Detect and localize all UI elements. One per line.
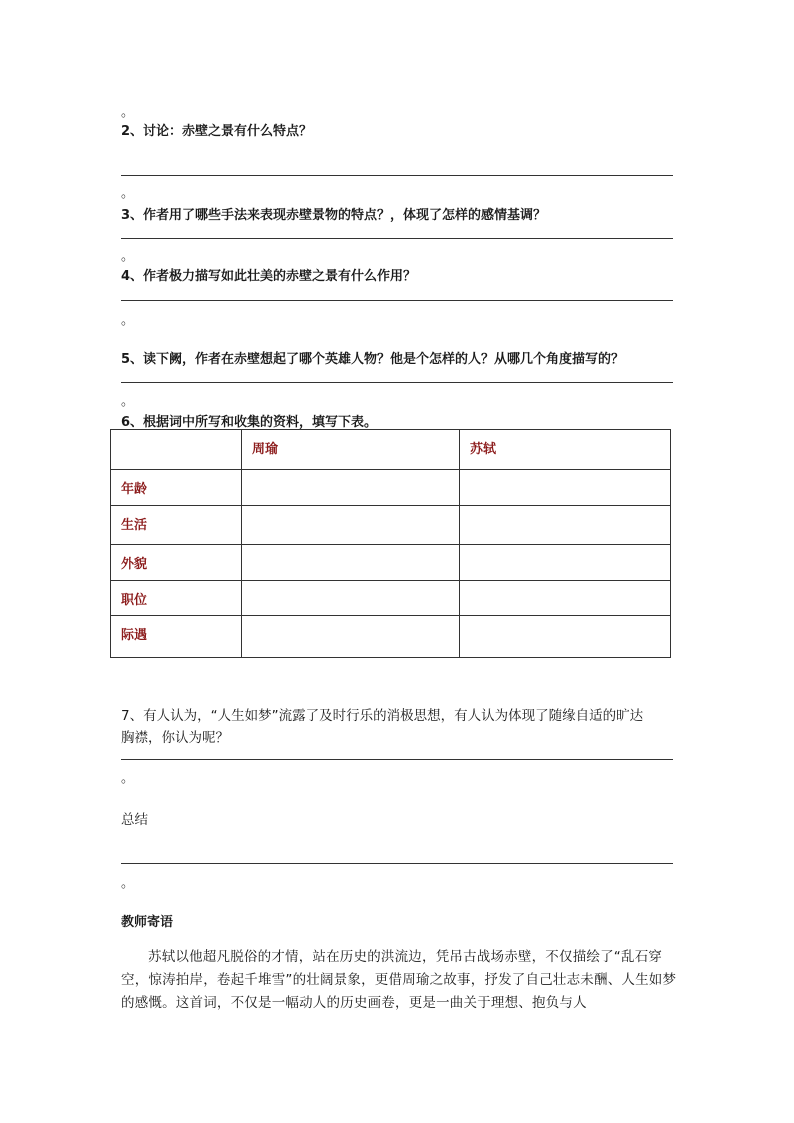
question-7-line-2: 胸襟，你认为呢？ [121, 730, 229, 746]
table-cell[interactable] [242, 506, 460, 545]
period-5: 。 [121, 394, 135, 409]
question-2: 2、讨论：赤壁之景有什么特点？ [121, 124, 313, 139]
table-cell[interactable] [460, 506, 671, 545]
table-row [111, 545, 671, 581]
row-label-appearance: 外貌 [111, 545, 242, 581]
period-3: 。 [121, 249, 135, 264]
row-label-life: 生活 [111, 506, 242, 545]
question-5: 5、读下阙，作者在赤壁想起了哪个英雄人物？他是个怎样的人？从哪几个角度描写的？ [121, 352, 625, 367]
answer-line-3 [121, 238, 673, 239]
table-cell[interactable] [242, 470, 460, 506]
answer-line-summary [121, 863, 673, 864]
period-2: 。 [121, 186, 135, 201]
table-row [111, 581, 671, 616]
period-7: 。 [121, 771, 135, 786]
answer-line-7 [121, 759, 673, 760]
table-cell[interactable] [460, 581, 671, 616]
header-cell-zhouyu: 周瑜 [242, 430, 460, 470]
teacher-heading: 教师寄语 [121, 915, 174, 930]
question-4: 4、作者极力描写如此壮美的赤壁之景有什么作用？ [121, 269, 417, 284]
row-label-age: 年龄 [111, 470, 242, 506]
header-cell-sushi: 苏轼 [460, 430, 671, 470]
header-cell-empty [111, 430, 242, 470]
table-cell[interactable] [460, 470, 671, 506]
question-7-line-1: 7、有人认为，“人生如梦”流露了及时行乐的消极思想，有人认为体现了随缘自适的旷达 [121, 708, 644, 724]
answer-line-5 [121, 382, 673, 383]
table-cell[interactable] [242, 616, 460, 658]
period-summary: 。 [121, 876, 135, 891]
table-row [111, 616, 671, 658]
answer-line-4 [121, 300, 673, 301]
table-cell[interactable] [460, 545, 671, 581]
row-label-position: 职位 [111, 581, 242, 616]
table-cell[interactable] [242, 581, 460, 616]
comparison-table [110, 429, 671, 658]
table-cell[interactable] [242, 545, 460, 581]
table-cell[interactable] [460, 616, 671, 658]
row-label-fortune: 际遇 [111, 616, 242, 658]
table-row [111, 470, 671, 506]
period-4: 。 [121, 313, 135, 328]
table-row [111, 506, 671, 545]
teacher-paragraph: 苏轼以他超凡脱俗的才情，站在历史的洪流边，凭吊古战场赤壁，不仅描绘了“乱石穿空，惊涛拍岸，卷起千堆雪”的壮阔景象，更借周瑜之故事，抒发了自己壮志未酬、人生如梦的感慨。这首词，不仅是一幅动人的历史画卷，更是一曲关于理想、抱负与人 [121, 949, 677, 1011]
table-header-row [111, 430, 671, 470]
question-6: 6、根据词中所写和收集的资料，填写下表。 [121, 415, 378, 430]
question-3: 3、作者用了哪些手法来表现赤壁景物的特点？，体现了怎样的感情基调？ [121, 208, 547, 223]
summary-label: 总结 [121, 812, 148, 828]
period-top: 。 [121, 105, 135, 120]
answer-line-2 [121, 175, 673, 176]
